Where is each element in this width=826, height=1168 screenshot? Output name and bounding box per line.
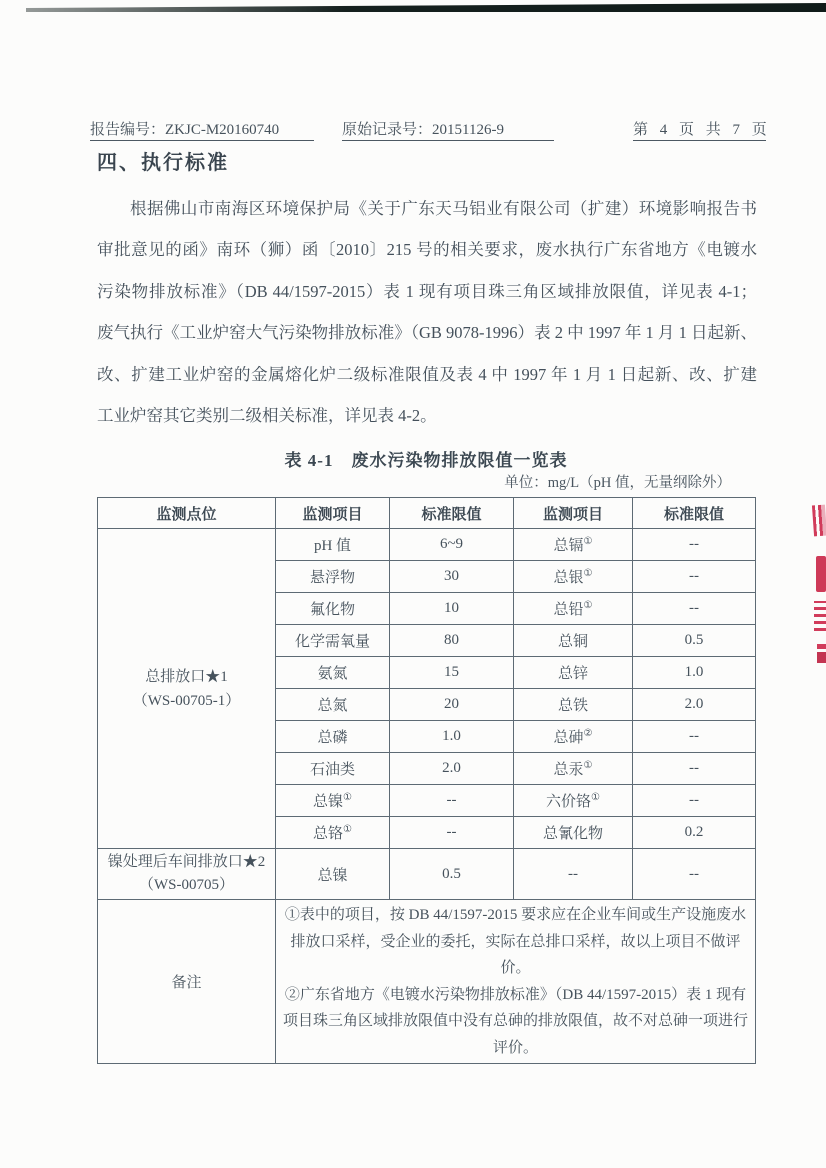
cell-text: 总铁 [557, 698, 588, 714]
cell-text: 0.5 [684, 632, 704, 648]
cell-text: -- [689, 792, 699, 808]
cell-text: pH 值 [313, 538, 352, 554]
cell-text: 总铜 [557, 634, 588, 650]
table-cell-item [514, 593, 633, 625]
cell-text: 总汞 [553, 762, 584, 778]
table-cell-item [276, 561, 390, 593]
seal-fragment-icon [812, 505, 826, 537]
table-cell-limit [633, 657, 756, 689]
header-cell-point: 监测点位 [98, 498, 276, 529]
point-name: 镍处理后车间排放口★2 [107, 854, 266, 870]
table-cell-item [276, 593, 390, 625]
table-cell-item [276, 721, 390, 753]
table-cell-item [514, 529, 633, 561]
table-row-nickel [98, 849, 756, 900]
paragraph-line: 改、扩建工业炉窑的金属熔化炉二级标准限值及表 4 中 1997 年 1 月 1 日起新、改、扩建 [97, 364, 757, 384]
report-number: 报告编号：ZKJC-M20160740 [90, 118, 314, 141]
header-cell-limit-1: 标准限值 [390, 498, 514, 529]
seal-fragment-icon [817, 644, 826, 663]
table-unit-note [97, 471, 755, 492]
table-header-row [98, 498, 756, 529]
point-name: 总排放口★1 [145, 668, 228, 685]
footnote-marker: ① [583, 600, 593, 611]
table-cell-item [514, 753, 633, 785]
cell-text: 总砷 [553, 730, 584, 746]
paragraph-line: 工业炉窑其它类别二级相关标准，详见表 4-2。 [97, 405, 437, 425]
table-cell-limit [390, 529, 514, 561]
table-cell-limit [390, 625, 514, 657]
section-title: 四、执行标准 [97, 152, 229, 174]
footnote-marker: ① [343, 792, 352, 803]
table-cell-item [276, 817, 390, 849]
footnote-marker: ① [583, 536, 593, 547]
table-cell-limit [390, 753, 514, 785]
table-row [98, 529, 756, 561]
scan-edge-band [26, 3, 826, 12]
table-cell-item [514, 657, 633, 689]
point-code: （WS-00705-1） [132, 692, 241, 709]
table-cell-limit [633, 785, 756, 817]
table-cell-limit [633, 625, 756, 657]
table-cell-item [276, 785, 390, 817]
cell-text: 20 [444, 696, 459, 712]
table-cell-limit: -- [633, 849, 756, 900]
cell-text: 总镍 [313, 794, 344, 810]
cell-text: -- [689, 536, 699, 552]
cell-text: 悬浮物 [309, 570, 355, 586]
record-number: 原始记录号：20151126-9 [342, 118, 554, 141]
standards-table [97, 497, 756, 1064]
cell-text: 30 [444, 568, 459, 584]
table-cell-item [276, 657, 390, 689]
table-cell-limit [390, 561, 514, 593]
table-cell-item [514, 561, 633, 593]
point-code: （WS-00705） [139, 877, 234, 893]
body-paragraph [97, 188, 757, 436]
paragraph-line: 审批意见的函》南环（狮）函〔2010〕215 号的相关要求，废水执行广东省地方《电镀水 [97, 240, 757, 260]
table-cell-item [514, 721, 633, 753]
cell-text: 1.0 [442, 728, 461, 744]
footnote-marker: ① [591, 792, 600, 803]
cell-text: 总镉 [553, 538, 584, 554]
table-cell-limit [633, 753, 756, 785]
table-cell-item [514, 785, 633, 817]
cell-text: 六价铬 [546, 794, 592, 810]
cell-text: 总磷 [317, 730, 348, 746]
page-header [0, 118, 826, 144]
cell-text: 80 [444, 632, 459, 648]
cell-text: -- [446, 792, 457, 808]
remark-cell [276, 900, 756, 1064]
page-number: 第 4 页 共 7 页 [633, 118, 766, 141]
monitoring-point-cell-2 [98, 849, 276, 900]
table-cell-limit [633, 721, 756, 753]
main-rows [98, 529, 756, 849]
remark-label: 备注 [98, 900, 276, 1064]
cell-text: 总铅 [553, 602, 584, 618]
cell-text: 6~9 [439, 536, 464, 552]
table-cell-limit [390, 721, 514, 753]
footnote-marker: ① [343, 824, 352, 835]
table-cell-limit: 0.5 [390, 849, 514, 900]
cell-text: -- [446, 824, 457, 840]
remark-note-2: ②广东省地方《电镀水污染物排放标准》（DB 44/1597-2015）表 1 现有项目珠三角区域排放限值中没有总砷的排放限值，故不对总砷一项进行评价。 [282, 986, 748, 1056]
table-cell-limit [633, 817, 756, 849]
table-cell-limit [390, 785, 514, 817]
table-row-remark [98, 900, 756, 1064]
nickel-section [98, 849, 756, 1064]
table-cell-limit [633, 561, 756, 593]
table-unit-text: 单位：mg/L（pH 值，无量纲除外） [504, 475, 731, 491]
cell-text: 2.0 [442, 760, 461, 776]
table-cell-item: 总镍 [276, 849, 390, 900]
table-cell-item [514, 817, 633, 849]
footnote-marker: ② [583, 728, 593, 739]
paragraph-line: 根据佛山市南海区环境保护局《关于广东天马铝业有限公司（扩建）环境影响报告书 [130, 199, 757, 218]
cell-text: 总铬 [313, 826, 344, 842]
table-cell-limit [390, 817, 514, 849]
cell-text: 总氰化物 [542, 826, 603, 842]
cell-text: 10 [444, 600, 459, 616]
table-cell-item [514, 625, 633, 657]
cell-text: 石油类 [309, 762, 355, 778]
table-cell-item: -- [514, 849, 633, 900]
header-cell-item-2: 监测项目 [514, 498, 633, 529]
cell-text: 0.2 [684, 824, 704, 840]
table-cell-limit [633, 689, 756, 721]
cell-text: 总锌 [557, 666, 588, 682]
table-cell-item [276, 753, 390, 785]
table-cell-item [514, 689, 633, 721]
monitoring-point-cell-1 [98, 529, 276, 849]
cell-text: 2.0 [684, 696, 704, 712]
table-head [98, 498, 756, 529]
cell-text: 15 [444, 664, 459, 680]
table-cell-limit [390, 689, 514, 721]
paragraph-line: 废气执行《工业炉窑大气污染物排放标准》（GB 9078-1996）表 2 中 1997 年 1 月 1 日起新、 [97, 323, 757, 343]
cell-text: 化学需氧量 [294, 634, 370, 650]
cell-text: 氨氮 [317, 666, 348, 682]
table-title: 表 4-1 废水污染物排放限值一览表 [284, 451, 568, 470]
seal-fragment-icon [816, 556, 826, 592]
cell-text: 氟化物 [309, 602, 355, 618]
cell-text: 1.0 [684, 664, 704, 680]
cell-text: -- [689, 728, 699, 744]
cell-text: 总银 [553, 570, 584, 586]
header-cell-item-1: 监测项目 [276, 498, 390, 529]
table-cell-limit [390, 593, 514, 625]
cell-text: -- [689, 568, 699, 584]
table-cell-item [276, 689, 390, 721]
seal-fragment-icon [814, 601, 826, 631]
table-cell-limit [633, 593, 756, 625]
paragraph-line: 污染物排放标准》（DB 44/1597-2015）表 1 现有项目珠三角区域排放限值，详见表 4-1； [97, 281, 757, 301]
table-cell-item [276, 625, 390, 657]
footnote-marker: ① [583, 568, 593, 579]
table-cell-limit [390, 657, 514, 689]
table-cell-item [276, 529, 390, 561]
cell-text: -- [689, 760, 699, 776]
header-cell-limit-2: 标准限值 [633, 498, 756, 529]
cell-text: 总氮 [317, 698, 348, 714]
table-cell-limit [633, 529, 756, 561]
remark-note-1: ①表中的项目，按 DB 44/1597-2015 要求应在企业车间或生产设施废水排放口采样，受企业的委托，实际在总排口采样，故以上项目不做评价。 [284, 907, 747, 976]
cell-text: -- [689, 600, 699, 616]
footnote-marker: ① [583, 760, 593, 771]
